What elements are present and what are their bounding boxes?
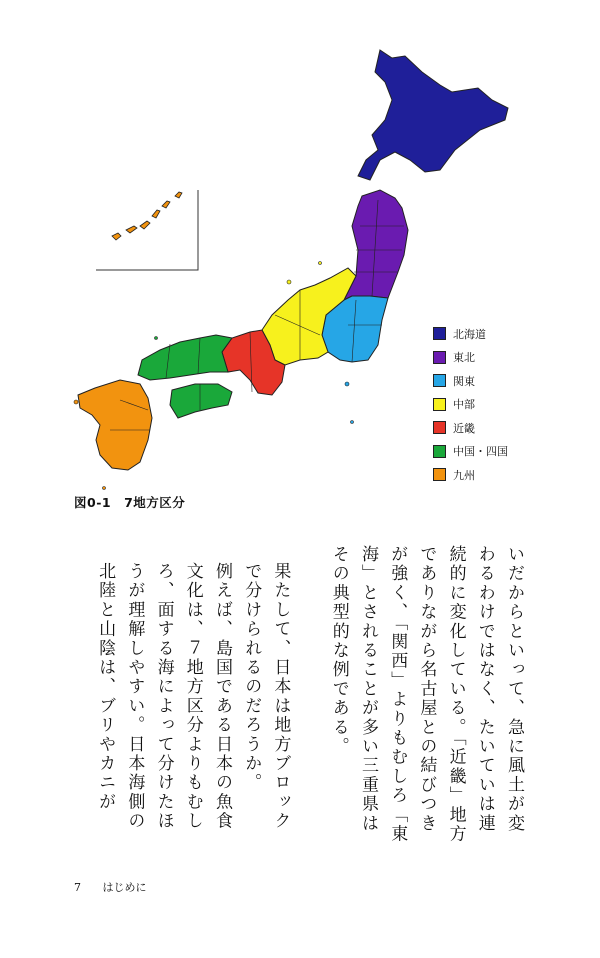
japan-region-map [60,40,600,510]
legend-label: 東北 [453,351,475,365]
legend-swatch [433,351,446,364]
legend-swatch [433,374,446,387]
legend-item-chugoku-shikoku [433,440,508,464]
legend-swatch [433,445,446,458]
legend-item-tohoku [433,346,508,370]
legend-item-hokkaido [433,322,508,346]
vertical-body-text [68,545,528,845]
figure-caption: 図0-1 7地方区分 [74,495,186,510]
region-hokkaido [358,50,508,180]
legend-label: 近畿 [453,421,475,435]
legend-label: 中国・四国 [453,445,508,459]
legend-label: 中部 [453,398,475,412]
paragraph-gap [294,545,323,546]
okinawa-inset-frame [96,190,198,270]
region-shikoku [170,384,232,418]
region-kyushu [78,380,152,470]
region-chugoku [138,335,232,380]
legend-item-kyushu [433,463,508,487]
okinawa-islands [112,192,182,240]
region-tohoku [344,190,408,300]
paragraph-1: いだからといって、急に風土が変わるわけではなく、たいていは連続的に変化している。「近畿」地方でありながら名古屋との結びつきが強く、「関西」よりもむしろ「東海」とされることが多い三重県はその典型的な例である。 [328,545,524,844]
map-legend [433,322,508,487]
legend-swatch [433,398,446,411]
legend-swatch [433,421,446,434]
section-title: はじめに [102,881,147,894]
page-number: 7 [74,881,81,894]
legend-swatch [433,327,446,340]
paragraph-2: 果たして、日本は地方ブロックで分けられるのだろうか。 [241,562,291,831]
legend-label: 関東 [453,374,475,388]
legend-item-kinki [433,416,508,440]
legend-item-chubu [433,393,508,417]
paragraph-3: 例えば、島国である日本の魚食文化は、７地方区分よりもむしろ、面する海によって分けたほうが理解しやすい。日本海側の北陸と山陰は、ブリやカニが [95,562,232,831]
legend-label: 九州 [453,468,475,482]
legend-item-kanto [433,369,508,393]
page-footer [74,879,147,895]
legend-label: 北海道 [453,327,486,341]
legend-swatch [433,468,446,481]
